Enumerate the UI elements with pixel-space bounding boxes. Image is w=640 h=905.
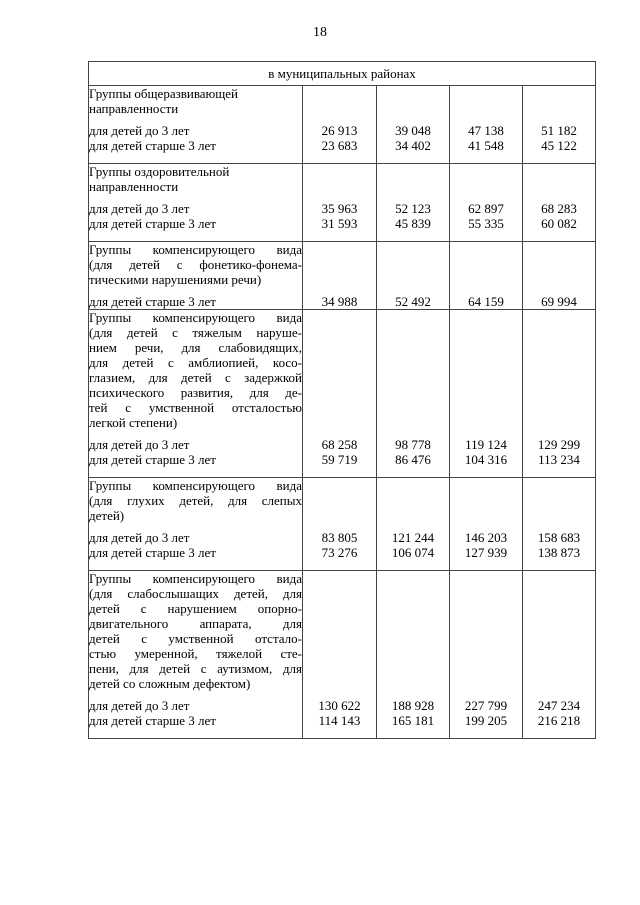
section-header-row xyxy=(89,62,596,86)
empty-cell xyxy=(523,478,596,524)
group-title xyxy=(89,571,303,692)
empty-cell xyxy=(377,86,450,117)
value-cell: 98 778 xyxy=(377,430,450,452)
value-cell: 73 276 xyxy=(303,545,377,571)
value-cell: 129 299 xyxy=(523,430,596,452)
value-cell: 86 476 xyxy=(377,452,450,478)
empty-cell xyxy=(303,86,377,117)
group-title xyxy=(89,478,303,524)
row-label: для детей старше 3 лет xyxy=(89,138,303,164)
table-row xyxy=(89,116,596,138)
group-title-line: легкой степени) xyxy=(89,415,178,430)
group-title-line: детей со сложным дефектом) xyxy=(89,676,251,691)
group-title-line: Группы оздоровительной xyxy=(89,164,230,179)
row-label: для детей до 3 лет xyxy=(89,194,303,216)
value-cell: 247 234 xyxy=(523,691,596,713)
group-title-line: тей с умственной отсталостью xyxy=(89,400,302,415)
group-title-line: (для детей с фонетико-фонема- xyxy=(89,257,302,272)
value-cell: 60 082 xyxy=(523,216,596,242)
value-cell: 104 316 xyxy=(450,452,523,478)
group-title-line: Группы компенсирующего вида xyxy=(89,242,302,257)
value-cell: 45 122 xyxy=(523,138,596,164)
row-label: для детей до 3 лет xyxy=(89,523,303,545)
table-row xyxy=(89,691,596,713)
group-title-row xyxy=(89,242,596,288)
empty-cell xyxy=(450,571,523,692)
value-cell: 26 913 xyxy=(303,116,377,138)
group-title-line: стью умеренной, тяжелой сте- xyxy=(89,646,302,661)
value-cell: 199 205 xyxy=(450,713,523,739)
group-title-row xyxy=(89,310,596,431)
cost-table xyxy=(88,61,596,739)
value-cell: 106 074 xyxy=(377,545,450,571)
empty-cell xyxy=(377,478,450,524)
group-title-row xyxy=(89,86,596,117)
table-row xyxy=(89,287,596,310)
empty-cell xyxy=(523,86,596,117)
group-title-line: детей с умственной отстало- xyxy=(89,631,302,646)
group-title-line: Группы общеразвивающей xyxy=(89,86,239,101)
group-title-line: (для слабослышащих детей, для xyxy=(89,586,302,601)
group-title-line: тическими нарушениями речи) xyxy=(89,272,262,287)
group-title-line: Группы компенсирующего вида xyxy=(89,310,302,325)
group-title-line: психического развития, для де- xyxy=(89,385,302,400)
group-title-row xyxy=(89,478,596,524)
group-title xyxy=(89,164,303,195)
empty-cell xyxy=(377,310,450,431)
group-title-line: пени, для детей с аутизмом, для xyxy=(89,661,302,676)
group-title-line: глазием, для детей с задержкой xyxy=(89,370,302,385)
cost-table-body xyxy=(89,62,596,739)
value-cell: 127 939 xyxy=(450,545,523,571)
empty-cell xyxy=(450,478,523,524)
empty-cell xyxy=(450,164,523,195)
empty-cell xyxy=(377,164,450,195)
empty-cell xyxy=(523,164,596,195)
empty-cell xyxy=(303,571,377,692)
value-cell: 227 799 xyxy=(450,691,523,713)
value-cell: 52 492 xyxy=(377,287,450,310)
value-cell: 64 159 xyxy=(450,287,523,310)
row-label: для детей до 3 лет xyxy=(89,691,303,713)
group-title xyxy=(89,86,303,117)
table-row xyxy=(89,523,596,545)
value-cell: 59 719 xyxy=(303,452,377,478)
row-label: для детей старше 3 лет xyxy=(89,216,303,242)
value-cell: 52 123 xyxy=(377,194,450,216)
group-title-line: детей) xyxy=(89,508,125,523)
value-cell: 119 124 xyxy=(450,430,523,452)
empty-cell xyxy=(377,242,450,288)
value-cell: 55 335 xyxy=(450,216,523,242)
value-cell: 114 143 xyxy=(303,713,377,739)
group-title-line: нием речи, для слабовидящих, xyxy=(89,340,302,355)
value-cell: 165 181 xyxy=(377,713,450,739)
value-cell: 39 048 xyxy=(377,116,450,138)
value-cell: 47 138 xyxy=(450,116,523,138)
value-cell: 138 873 xyxy=(523,545,596,571)
empty-cell xyxy=(377,571,450,692)
group-title xyxy=(89,242,303,288)
empty-cell xyxy=(450,242,523,288)
value-cell: 69 994 xyxy=(523,287,596,310)
table-row xyxy=(89,545,596,571)
group-title xyxy=(89,310,303,431)
value-cell: 113 234 xyxy=(523,452,596,478)
row-label: для детей старше 3 лет xyxy=(89,452,303,478)
group-title-row xyxy=(89,571,596,692)
table-row xyxy=(89,452,596,478)
group-title-line: Группы компенсирующего вида xyxy=(89,478,302,493)
group-title-line: детей с нарушением опорно- xyxy=(89,601,302,616)
group-title-line: Группы компенсирующего вида xyxy=(89,571,302,586)
row-label: для детей старше 3 лет xyxy=(89,287,303,310)
empty-cell xyxy=(450,310,523,431)
empty-cell xyxy=(450,86,523,117)
value-cell: 41 548 xyxy=(450,138,523,164)
group-title-line: двигательного аппарата, для xyxy=(89,616,302,631)
table-row xyxy=(89,216,596,242)
group-title-line: (для глухих детей, для слепых xyxy=(89,493,302,508)
value-cell: 121 244 xyxy=(377,523,450,545)
empty-cell xyxy=(523,310,596,431)
group-title-line: направленности xyxy=(89,179,179,194)
value-cell: 83 805 xyxy=(303,523,377,545)
group-title-line: (для детей с тяжелым наруше- xyxy=(89,325,302,340)
value-cell: 158 683 xyxy=(523,523,596,545)
value-cell: 146 203 xyxy=(450,523,523,545)
value-cell: 188 928 xyxy=(377,691,450,713)
table-row xyxy=(89,430,596,452)
group-title-row xyxy=(89,164,596,195)
empty-cell xyxy=(523,242,596,288)
table-row xyxy=(89,713,596,739)
empty-cell xyxy=(303,164,377,195)
value-cell: 34 988 xyxy=(303,287,377,310)
row-label: для детей до 3 лет xyxy=(89,430,303,452)
row-label: для детей старше 3 лет xyxy=(89,713,303,739)
table-row xyxy=(89,138,596,164)
value-cell: 62 897 xyxy=(450,194,523,216)
value-cell: 23 683 xyxy=(303,138,377,164)
empty-cell xyxy=(303,242,377,288)
row-label: для детей старше 3 лет xyxy=(89,545,303,571)
value-cell: 34 402 xyxy=(377,138,450,164)
empty-cell xyxy=(523,571,596,692)
row-label: для детей до 3 лет xyxy=(89,116,303,138)
page-number: 18 xyxy=(313,25,327,40)
empty-cell xyxy=(303,478,377,524)
empty-cell xyxy=(303,310,377,431)
section-title: в муниципальных районах xyxy=(89,62,596,86)
value-cell: 130 622 xyxy=(303,691,377,713)
value-cell: 45 839 xyxy=(377,216,450,242)
group-title-line: для детей с амблиопией, косо- xyxy=(89,355,302,370)
value-cell: 68 283 xyxy=(523,194,596,216)
table-row xyxy=(89,194,596,216)
value-cell: 68 258 xyxy=(303,430,377,452)
value-cell: 51 182 xyxy=(523,116,596,138)
value-cell: 35 963 xyxy=(303,194,377,216)
value-cell: 31 593 xyxy=(303,216,377,242)
value-cell: 216 218 xyxy=(523,713,596,739)
group-title-line: направленности xyxy=(89,101,179,116)
